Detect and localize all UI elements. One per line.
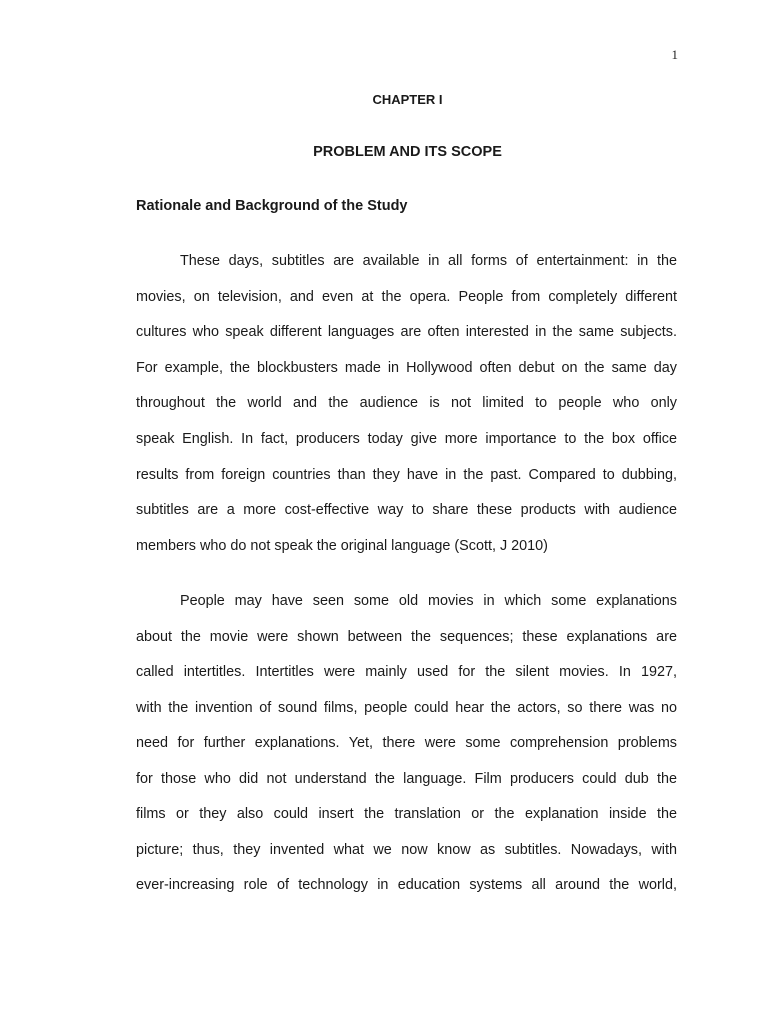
paragraph-line: picture; thus, they invented what we now know as subtitles. Nowadays, with [136,841,677,858]
chapter-title: CHAPTER I [372,92,443,107]
page-number: 1 [671,47,678,62]
paragraph-line: about the movie were shown between the sequences; these explanations are [136,628,677,645]
paragraph-line: for those who did not understand the language. Film producers could dub the [136,770,677,787]
paragraph-line: subtitles are a more cost-effective way to share these products with audience [136,502,677,519]
paragraph-line: members who do not speak the original language (Scott, J 2010) [136,537,548,554]
paragraph-line: For example, the blockbusters made in Hollywood often debut on the same day [136,359,677,376]
paragraph-line: throughout the world and the audience is not limited to people who only [136,395,677,412]
paragraph-line: movies, on television, and even at the opera. People from completely different [136,288,677,305]
paragraph-line: with the invention of sound films, people could hear the actors, so there was no [136,699,677,716]
paragraph-rationale [136,251,677,571]
paragraph-line: results from foreign countries than they have in the past. Compared to dubbing, [136,466,677,483]
paragraph-line: speak English. In fact, producers today give more importance to the box office [136,430,677,447]
section-heading: Rationale and Background of the Study [136,198,408,214]
paragraph-line: ever-increasing role of technology in education systems all around the world, [136,877,677,893]
paragraph-line: cultures who speak different languages are often interested in the same subjects. [136,324,677,341]
paragraph-line: films or they also could insert the translation or the explanation inside the [136,806,677,822]
paragraph-line: People may have seen some old movies in which some explanations [180,593,677,609]
paragraph-line: These days, subtitles are available in all forms of entertainment: in the [180,253,677,269]
paragraph-line: called intertitles. Intertitles were mainly used for the silent movies. In 1927, [136,664,677,680]
paragraph-line: need for further explanations. Yet, there were some comprehension problems [136,735,677,751]
chapter-subtitle: PROBLEM AND ITS SCOPE [313,144,502,160]
paragraph-history [136,591,677,911]
